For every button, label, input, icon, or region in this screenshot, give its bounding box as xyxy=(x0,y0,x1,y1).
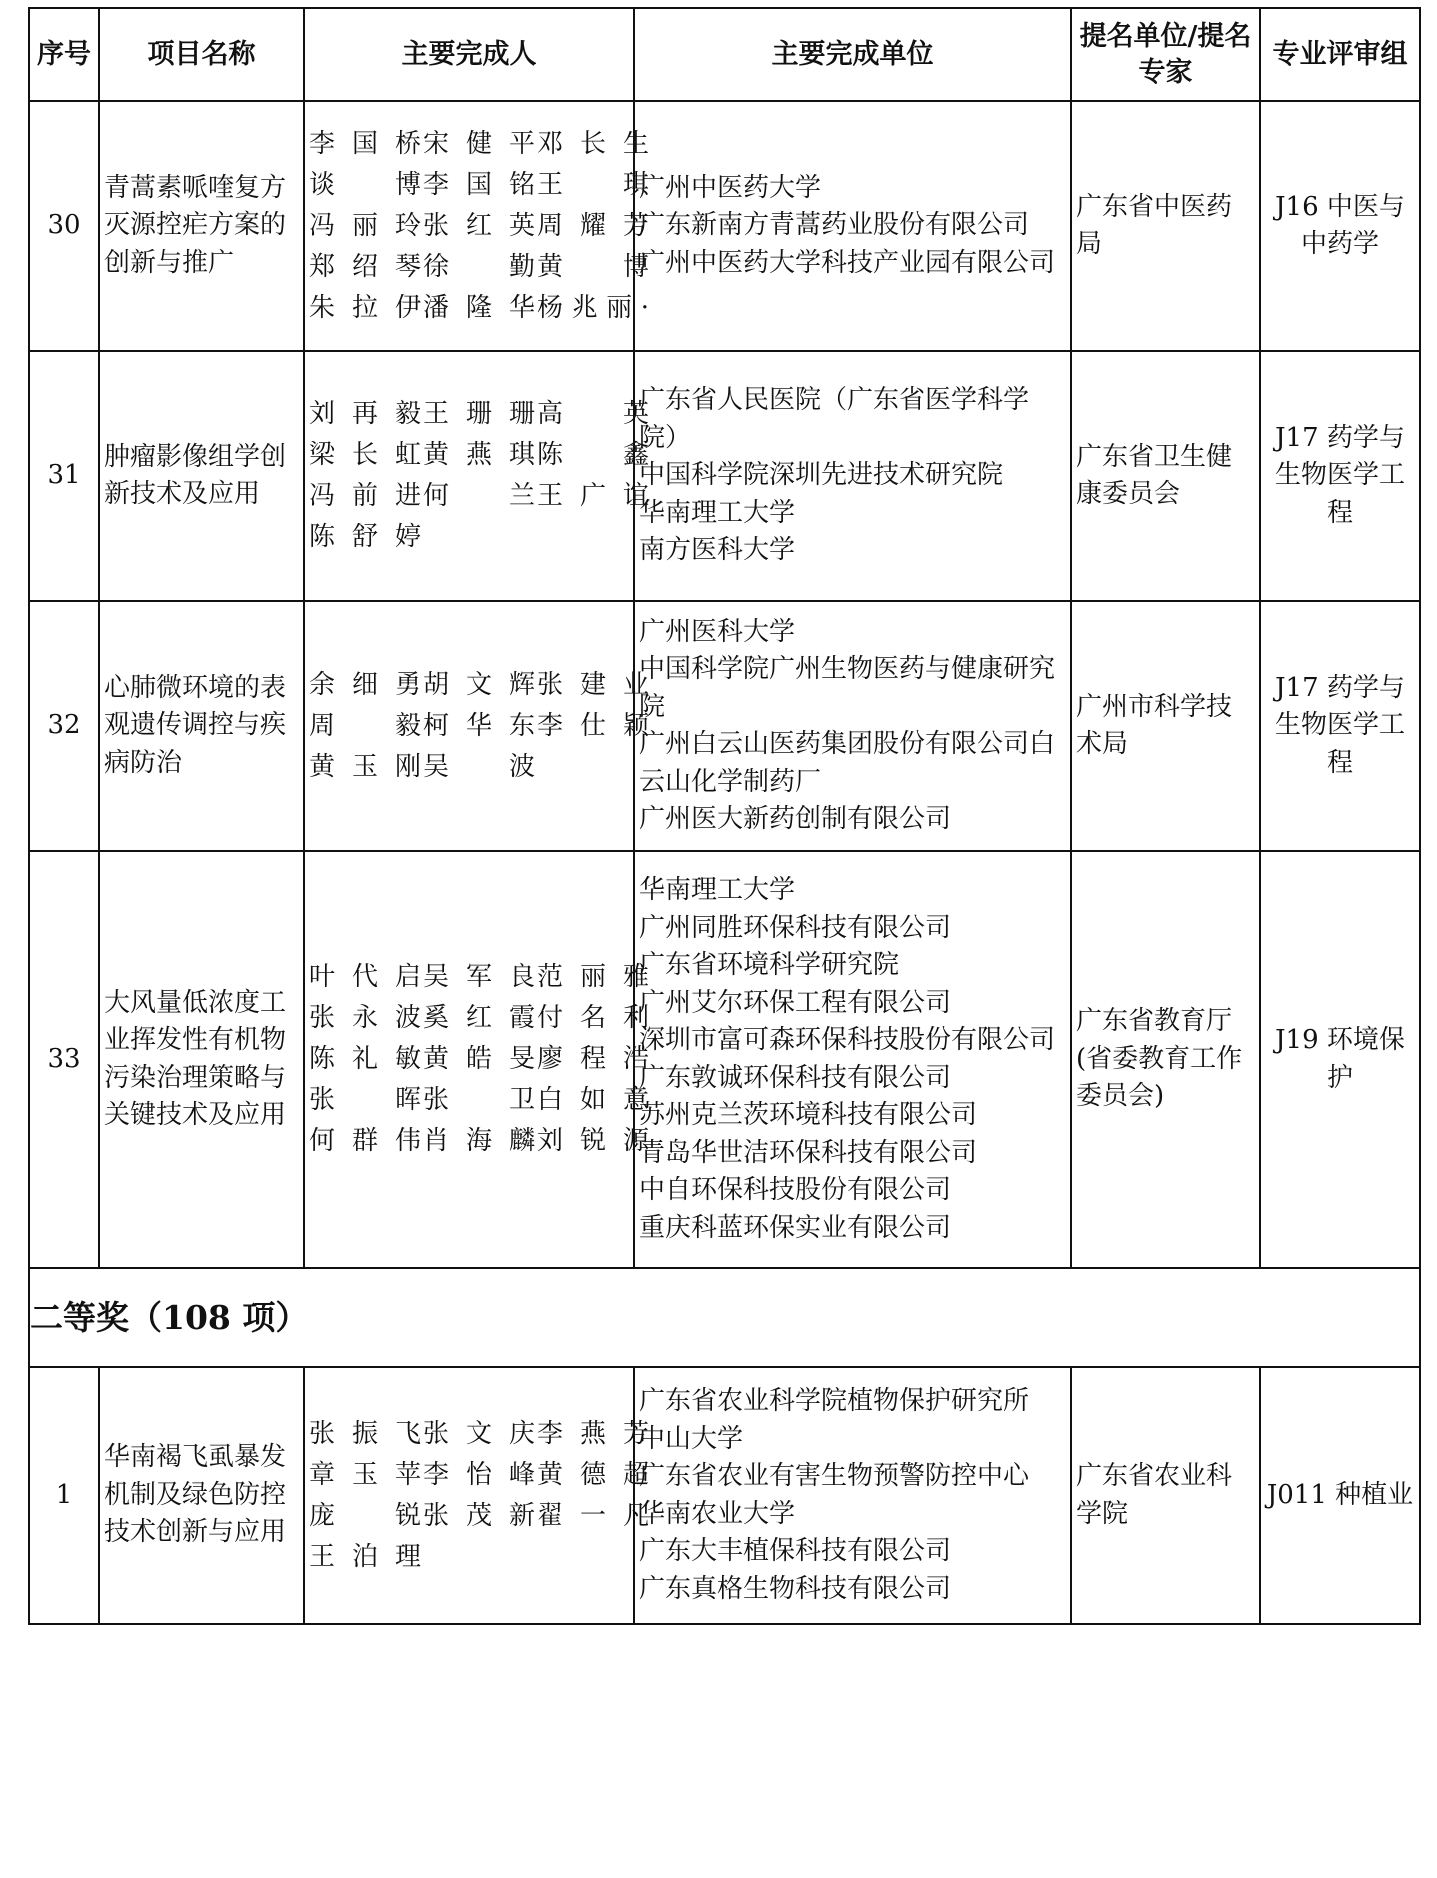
person-name: 肖海麟 xyxy=(423,1126,535,1156)
person-name: 张建业 xyxy=(537,669,649,700)
people-line xyxy=(309,957,649,998)
row-nominator: 广东省卫生健康委员会 xyxy=(1071,351,1260,601)
person-name: 黄皓旻 xyxy=(423,1044,535,1074)
person-name: 张红英 xyxy=(423,210,535,241)
person-name: 张振飞 xyxy=(309,1418,421,1449)
person-name: 宋健平 xyxy=(423,128,535,159)
row-review-group: J17 药学与生物医学工程 xyxy=(1260,601,1420,851)
unit-name: 广东敦诚环保科技有限公司 xyxy=(639,1062,952,1093)
person-name: 陈 鑫 xyxy=(537,440,649,470)
people-line xyxy=(309,1455,649,1496)
person-name: 何 兰 xyxy=(423,481,535,511)
unit-name: 广州白云山医药集团股份有限公司白云山化学制药厂 xyxy=(639,729,1056,797)
header-project: 项目名称 xyxy=(99,8,304,101)
row-review-group: J011 种植业 xyxy=(1260,1367,1420,1624)
unit-name: 深圳市富可森环保科技股份有限公司 xyxy=(639,1025,1056,1055)
row-project-name: 青蒿素哌喹复方灭源控疟方案的创新与推广 xyxy=(99,101,304,351)
row-seq: 33 xyxy=(29,851,99,1268)
unit-name: 青岛华世洁环保科技有限公司 xyxy=(639,1137,978,1168)
person-name: 陈礼敏 xyxy=(309,1044,421,1074)
person-name: 吴军良 xyxy=(423,962,535,992)
unit-name: 广州中医药大学 xyxy=(639,172,822,203)
people-line xyxy=(309,517,629,558)
person-name: 黄 博 xyxy=(537,251,649,282)
unit-name: 广州医大新药创制有限公司 xyxy=(639,804,952,834)
unit-name: 广州中医药大学科技产业园有限公司 xyxy=(639,247,1056,278)
people-line xyxy=(309,247,649,288)
row-people xyxy=(304,1367,649,1624)
unit-name: 重庆科蓝环保实业有限公司 xyxy=(639,1212,952,1243)
row-project-name: 大风量低浓度工业挥发性有机物污染治理策略与关键技术及应用 xyxy=(99,851,304,1268)
person-name: 王 琪 xyxy=(537,169,649,200)
person-name: 张文庆 xyxy=(423,1418,535,1449)
unit-name: 广东省农业科学院植物保护研究所 xyxy=(639,1386,1030,1416)
person-name: 李国桥 xyxy=(309,128,421,159)
person-name: 刘再毅 xyxy=(309,399,421,429)
person-name: 李国铭 xyxy=(423,169,535,200)
people-line xyxy=(309,476,649,517)
people-line xyxy=(309,747,629,788)
row-seq: 30 xyxy=(29,101,99,351)
unit-name: 广州医科大学 xyxy=(639,616,796,647)
row-people xyxy=(304,101,649,351)
row-project-name: 肿瘤影像组学创新技术及应用 xyxy=(99,351,304,601)
row-review-group: J19 环境保护 xyxy=(1260,851,1420,1268)
person-name: 余细勇 xyxy=(309,669,421,700)
row-people xyxy=(304,601,649,851)
people-line xyxy=(309,1039,649,1080)
unit-name: 中国科学院深圳先进技术研究院 xyxy=(639,460,1004,491)
unit-name: 广东大丰植保科技有限公司 xyxy=(639,1536,952,1566)
people-line xyxy=(309,1414,649,1455)
people-line xyxy=(309,1496,649,1537)
person-name: 廖程浩 xyxy=(537,1044,649,1074)
people-line xyxy=(309,206,649,247)
person-name: 潘隆华 xyxy=(423,292,535,323)
row-review-group: J16 中医与中药学 xyxy=(1260,101,1420,351)
person-name: 章玉苹 xyxy=(309,1459,421,1490)
unit-name: 南方医科大学 xyxy=(639,535,796,566)
unit-name: 广州艾尔环保工程有限公司 xyxy=(639,987,952,1018)
row-seq: 32 xyxy=(29,601,99,851)
row-units xyxy=(634,351,1071,601)
people-line xyxy=(309,435,649,476)
unit-name: 苏州克兰茨环境科技有限公司 xyxy=(639,1100,978,1130)
person-name: 黄燕琪 xyxy=(423,440,535,470)
person-name: 叶代启 xyxy=(309,962,421,992)
row-review-group: J17 药学与生物医学工程 xyxy=(1260,351,1420,601)
row-project-name: 华南褐飞虱暴发机制及绿色防控技术创新与应用 xyxy=(99,1367,304,1624)
person-name: 胡文辉 xyxy=(423,669,535,700)
row-people xyxy=(304,851,649,1268)
row-people xyxy=(304,351,649,601)
row-nominator: 广东省教育厅(省委教育工作委员会) xyxy=(1071,851,1260,1268)
person-name: 张 晖 xyxy=(309,1085,421,1115)
person-name: 何群伟 xyxy=(309,1126,421,1156)
unit-name: 中自环保科技股份有限公司 xyxy=(639,1175,952,1205)
person-name: 王泊理 xyxy=(309,1541,421,1572)
awards-table xyxy=(28,7,1421,1625)
person-name: 庞 锐 xyxy=(309,1500,421,1531)
unit-name: 华南理工大学 xyxy=(639,497,796,528)
row-nominator: 广东省中医药局 xyxy=(1071,101,1260,351)
unit-name: 广东省人民医院（广东省医学科学院） xyxy=(639,385,1030,453)
header-people: 主要完成人 xyxy=(304,8,634,101)
person-name: 朱拉伊 xyxy=(309,292,421,323)
people-line xyxy=(309,288,649,329)
table-row xyxy=(29,601,1420,851)
header-group: 专业评审组 xyxy=(1260,8,1420,101)
person-name: 邓长生 xyxy=(537,128,649,159)
person-name: 周 毅 xyxy=(309,710,421,741)
row-units xyxy=(634,101,1071,351)
people-line xyxy=(309,394,649,435)
person-name: 高 英 xyxy=(537,399,649,429)
person-name: 张 卫 xyxy=(423,1085,535,1115)
row-seq: 31 xyxy=(29,351,99,601)
header-seq: 序号 xyxy=(29,8,99,101)
person-name: 付名利 xyxy=(537,1003,649,1033)
person-name: 吴 波 xyxy=(423,751,535,782)
people-line xyxy=(309,1121,649,1162)
person-name: 郑绍琴 xyxy=(309,251,421,282)
person-name: 范丽雅 xyxy=(537,962,649,992)
people-line xyxy=(309,665,649,706)
person-name: 谈 博 xyxy=(309,169,421,200)
person-name: 梁长虹 xyxy=(309,440,421,470)
unit-name: 华南理工大学 xyxy=(639,875,796,905)
section-row xyxy=(29,1268,1420,1367)
person-name: 王珊珊 xyxy=(423,399,535,429)
person-name: 冯前进 xyxy=(309,481,421,511)
row-nominator: 广东省农业科学院 xyxy=(1071,1367,1260,1624)
person-name: 冯丽玲 xyxy=(309,210,421,241)
unit-name: 中国科学院广州生物医药与健康研究院 xyxy=(639,654,1056,722)
person-name: 张茂新 xyxy=(423,1500,535,1531)
person-name: 张永波 xyxy=(309,1003,421,1033)
table-row xyxy=(29,351,1420,601)
row-units xyxy=(634,851,1071,1268)
person-name: 李燕芳 xyxy=(537,1418,649,1449)
people-line xyxy=(309,165,649,206)
unit-name: 广东新南方青蒿药业股份有限公司 xyxy=(639,210,1030,241)
unit-name: 广东省环境科学研究院 xyxy=(639,950,900,980)
section-title: 二等奖（108 项） xyxy=(29,1268,1420,1367)
people-line xyxy=(309,124,649,165)
person-name: 陈舒婷 xyxy=(309,522,421,552)
header-row xyxy=(29,8,1420,101)
second-prize-rows xyxy=(29,1367,1420,1624)
row-nominator: 广州市科学技术局 xyxy=(1071,601,1260,851)
person-name: 奚红霞 xyxy=(423,1003,535,1033)
table-row xyxy=(29,851,1420,1268)
person-name: 周耀芳 xyxy=(537,210,649,241)
table-row xyxy=(29,101,1420,351)
unit-name: 广州同胜环保科技有限公司 xyxy=(639,912,952,943)
people-line xyxy=(309,998,649,1039)
unit-name: 广东省农业有害生物预警防控中心 xyxy=(639,1461,1030,1491)
person-name: 徐 勤 xyxy=(423,251,535,282)
row-units xyxy=(634,1367,1071,1624)
row-project-name: 心肺微环境的表观遗传调控与疾病防治 xyxy=(99,601,304,851)
person-name: 李仕颖 xyxy=(537,710,649,741)
person-name: 刘锐源 xyxy=(537,1126,649,1156)
person-name: 杨兆丽· xyxy=(537,292,649,323)
unit-name: 广东真格生物科技有限公司 xyxy=(639,1573,952,1604)
person-name: 黄玉刚 xyxy=(309,751,421,782)
person-name: 黄德超 xyxy=(537,1459,649,1490)
person-name: 王广谊 xyxy=(537,481,649,511)
row-seq: 1 xyxy=(29,1367,99,1624)
person-name: 翟一凡 xyxy=(537,1500,649,1531)
row-units xyxy=(634,601,1071,851)
people-line xyxy=(309,1537,629,1578)
person-name: 柯华东 xyxy=(423,710,535,741)
first-prize-rows xyxy=(29,101,1420,1268)
person-name: 李怡峰 xyxy=(423,1459,535,1490)
unit-name: 中山大学 xyxy=(639,1423,744,1454)
people-line xyxy=(309,1080,649,1121)
person-name: 白如意 xyxy=(537,1085,649,1115)
people-line xyxy=(309,706,649,747)
table-row xyxy=(29,1367,1420,1624)
header-nominator: 提名单位/提名专家 xyxy=(1071,8,1260,101)
header-units: 主要完成单位 xyxy=(634,8,1071,101)
unit-name: 华南农业大学 xyxy=(639,1498,796,1529)
